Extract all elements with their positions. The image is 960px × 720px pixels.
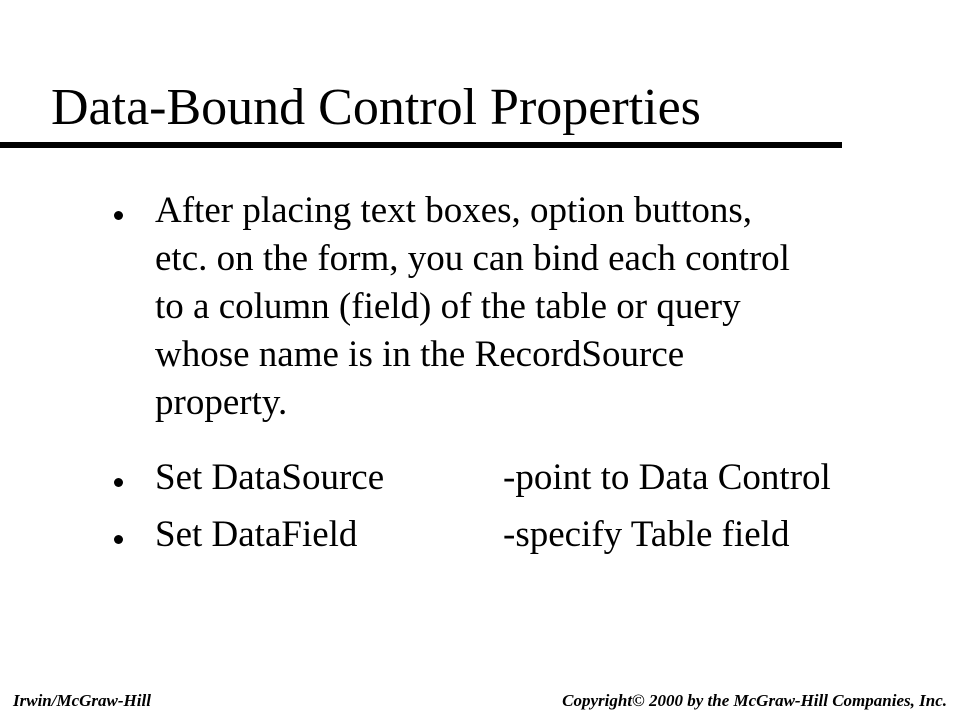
bullet-row-value: -point to Data Control — [503, 457, 831, 498]
bullet-dot — [114, 535, 123, 544]
bullet-line: whose name is in the RecordSource — [155, 334, 685, 375]
bullet-line: property. — [155, 382, 288, 423]
bullet-line: After placing text boxes, option buttons, — [155, 190, 753, 231]
footer-copyright: Copyright© 2000 by the McGraw-Hill Companies, Inc. — [562, 691, 947, 710]
bullet-row-label: Set DataSource — [155, 457, 385, 498]
title-underline — [0, 142, 842, 148]
bullet-line: etc. on the form, you can bind each control — [155, 238, 790, 279]
bullet-row-label: Set DataField — [155, 514, 358, 555]
bullet-dot — [114, 478, 123, 487]
footer-publisher: Irwin/McGraw-Hill — [13, 691, 151, 710]
bullet-line: to a column (field) of the table or query — [155, 286, 741, 327]
bullet-row-value: -specify Table field — [503, 514, 790, 555]
bullet-dot — [114, 211, 123, 220]
slide-title: Data-Bound Control Properties — [51, 79, 701, 136]
